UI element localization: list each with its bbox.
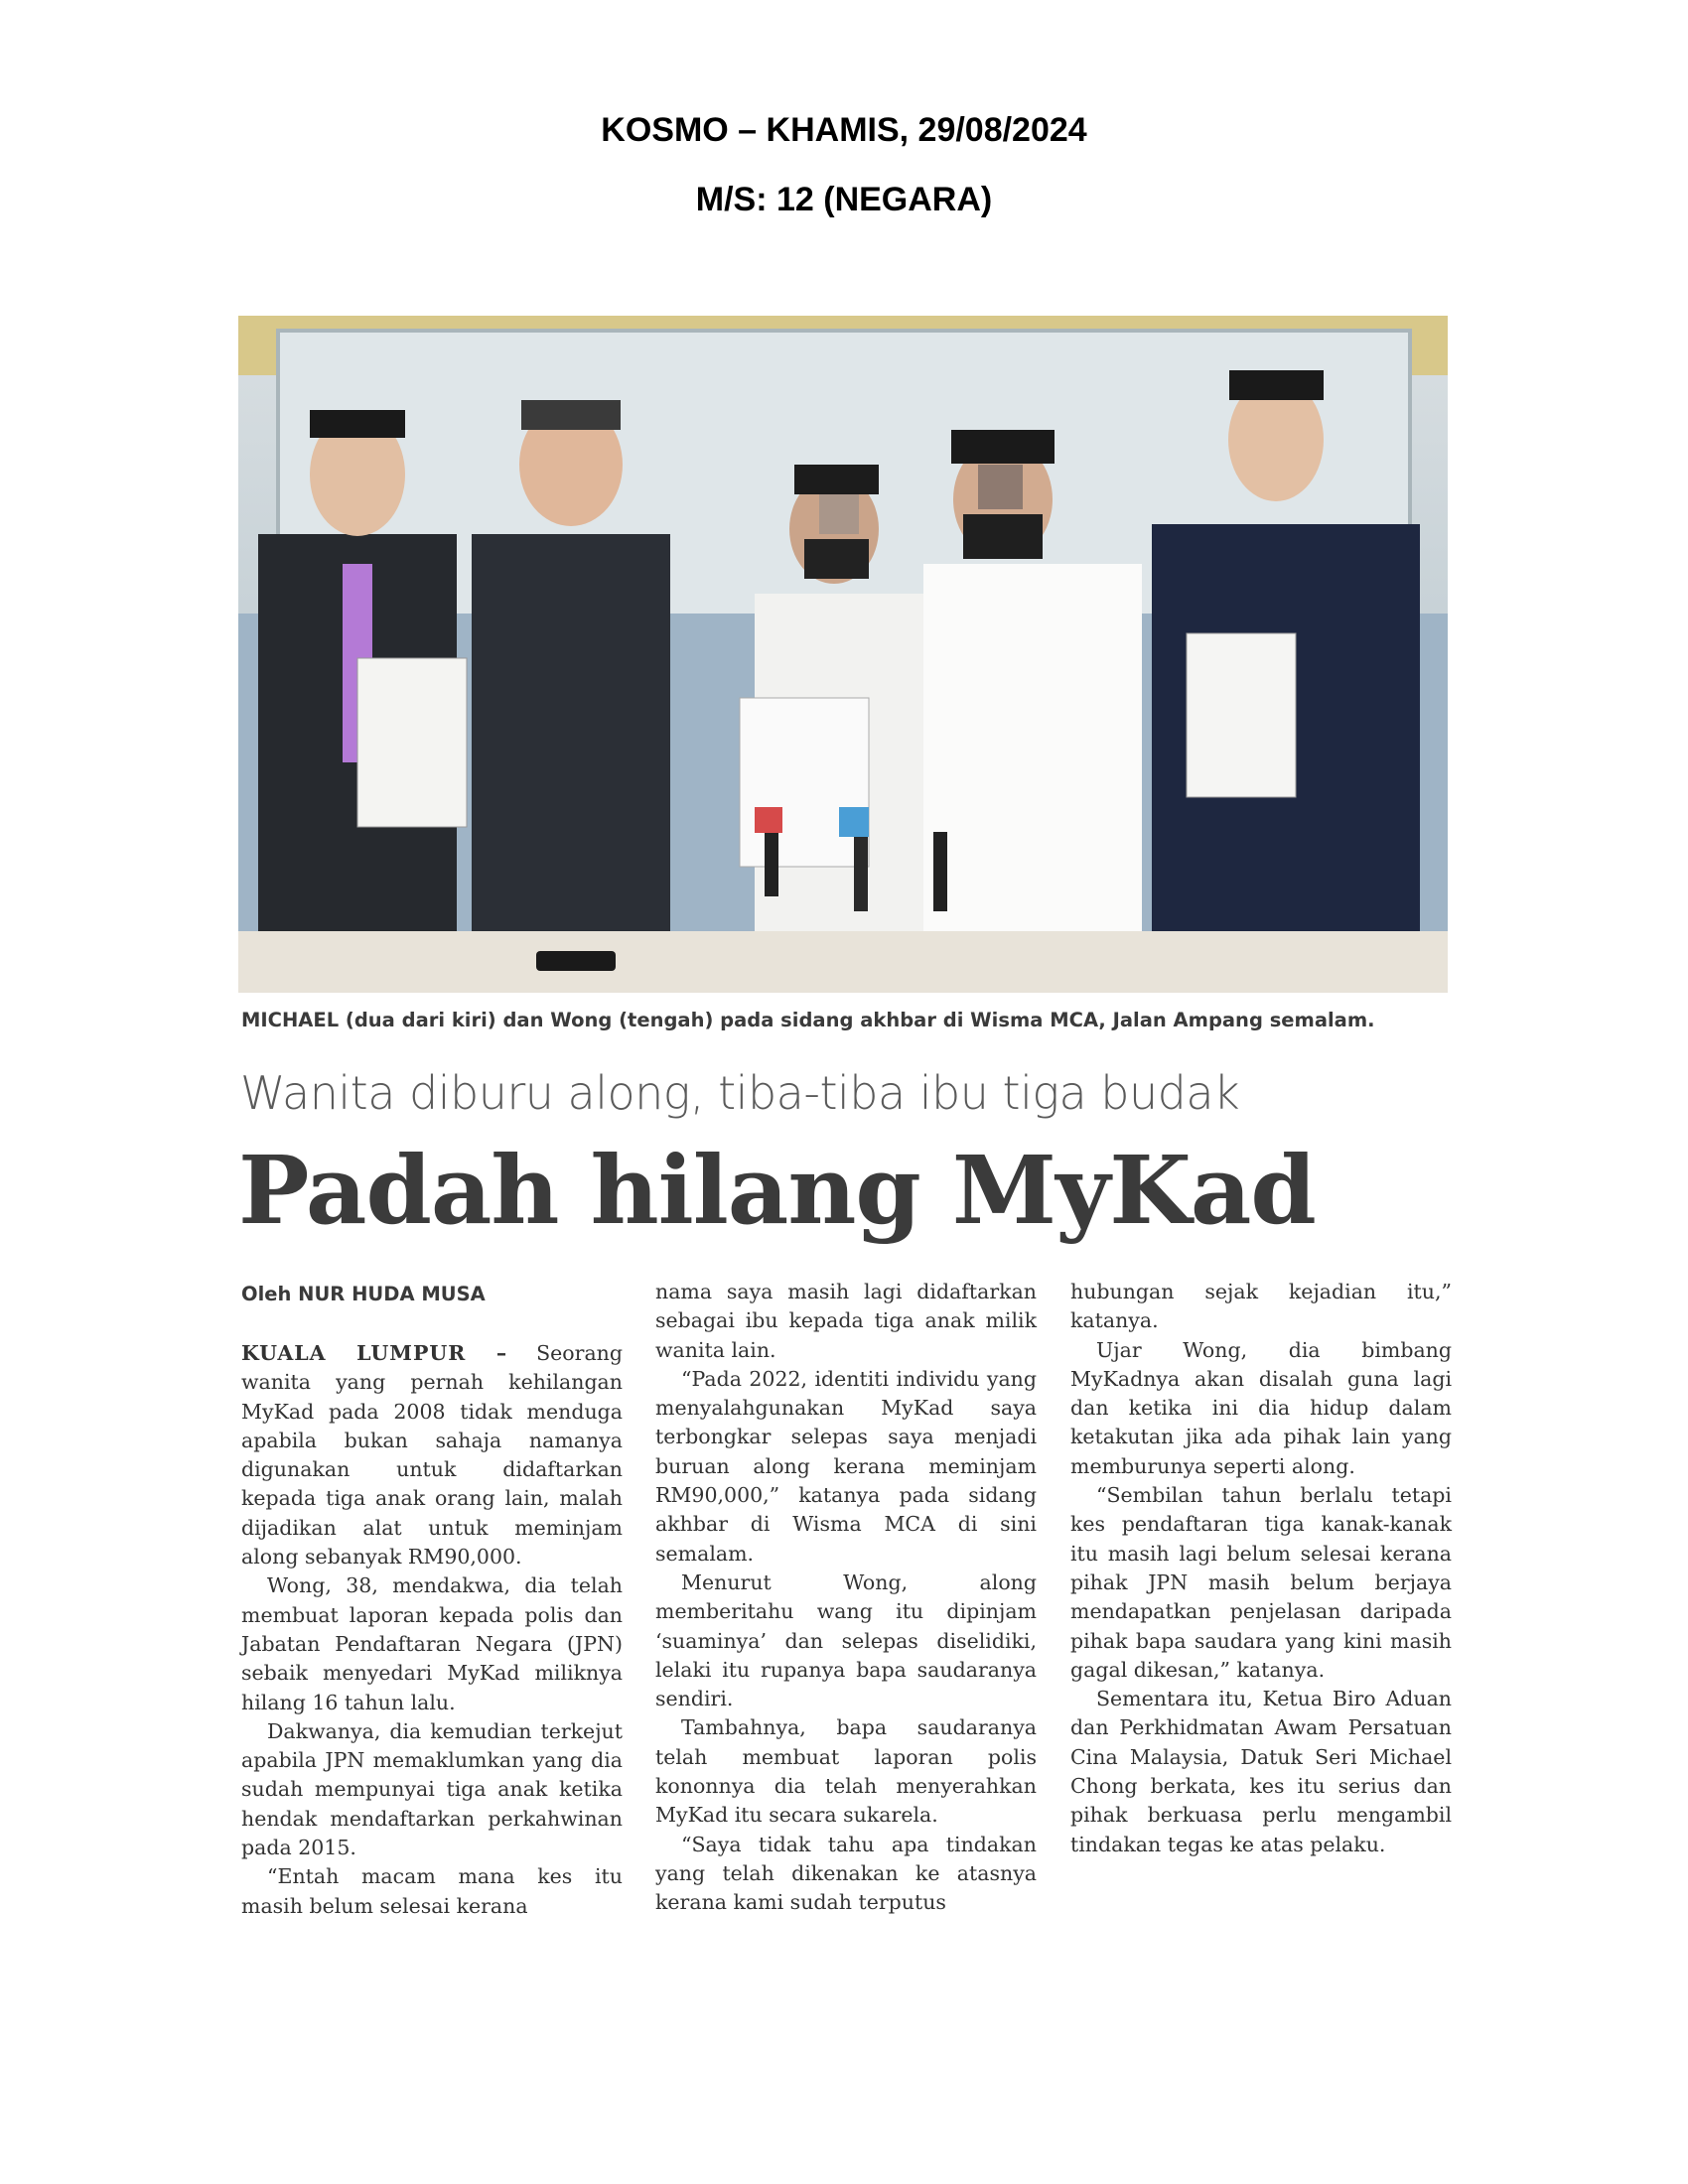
article-paragraph-text: Seorang wanita yang pernah kehilangan MyKad pada 2008 tidak menduga apabila bukan sahaja namanya digunakan untuk didaftarkan kepada tiga anak orang lain, malah dijadikan alat untuk meminjam along sebanyak RM90,000. [241,1341,623,1570]
article-paragraph: Dakwanya, dia kemudian terkejut apabila JPN memaklumkan yang dia sudah mempunyai tiga anak ketika hendak mendaftarkan perkahwinan pada 2015. [241,1718,623,1860]
publication-header: KOSMO – KHAMIS, 29/08/2024 [601,111,1087,149]
photo-illustration [238,316,1448,993]
article-paragraph: nama saya masih lagi didaftarkan sebagai ibu kepada tiga anak milik wanita lain. [655,1280,1037,1362]
article-paragraph: Ujar Wong, dia bimbang MyKadnya akan disalah guna lagi dan ketika ini dia hidup dalam ketakutan jika ada pihak lain yang memburunya seperti along. [1070,1337,1452,1478]
press-conference-photo [238,316,1448,993]
article-paragraph: hubungan sejak kejadian itu,” katanya. [1070,1280,1452,1333]
article-paragraph [241,1339,623,1571]
photo-caption: MICHAEL (dua dari kiri) dan Wong (tengah) pada sidang akhbar di Wisma MCA, Jalan Ampang semalam. [241,1009,1375,1031]
article-paragraph: Tambahnya, bapa saudaranya telah membuat laporan polis kononnya dia telah menyerahkan MyKad itu secara sukarela. [655,1715,1037,1828]
article-column-3 [1070,1278,1452,1859]
page-section-header: M/S: 12 (NEGARA) [695,181,993,218]
article-headline: Padah hilang MyKad [238,1136,1316,1246]
article-paragraph: Wong, 38, mendakwa, dia telah membuat laporan kepada polis dan Jabatan Pendaftaran Negara (JPN) sebaik menyedari MyKad miliknya hilang 16 tahun lalu. [241,1573,623,1714]
article-column-1 [241,1339,623,1921]
article-paragraph: “Saya tidak tahu apa tindakan yang telah dikenakan ke atasnya kerana kami sudah terputus [655,1832,1037,1915]
article-paragraph: “Entah macam mana kes itu masih belum selesai kerana [241,1864,623,1918]
article-paragraph: Menurut Wong, along memberitahu wang itu dipinjam ‘suaminya’ dan selepas diselidiki, lelaki itu rupanya bapa saudaranya sendiri. [655,1570,1037,1711]
article-kicker: Wanita diburu along, tiba-tiba ibu tiga budak [240,1066,1240,1120]
article-paragraph: “Sembilan tahun berlalu tetapi kes pendaftaran tiga kanak-kanak itu masih lagi belum selesai kerana pihak JPN masih belum berjaya mendapatkan penjelasan daripada pihak bapa saudara yang kini masih gagal dikesan,” katanya. [1070,1483,1452,1682]
article-byline: Oleh NUR HUDA MUSA [241,1283,486,1305]
article-paragraph: “Pada 2022, identiti individu yang menyalahgunakan MyKad saya terbongkar selepas saya menjadi buruan along kerana meminjam RM90,000,” katanya pada sidang akhbar di Wisma MCA di sini semalam. [655,1366,1037,1566]
article-column-2 [655,1278,1037,1918]
article-dateline: KUALA LUMPUR – [241,1341,508,1365]
article-paragraph: Sementara itu, Ketua Biro Aduan dan Perkhidmatan Awam Persatuan Cina Malaysia, Datuk Seri Michael Chong berkata, kes itu serius dan pihak berkuasa perlu mengambil tindakan tegas ke atas pelaku. [1070,1687,1452,1856]
